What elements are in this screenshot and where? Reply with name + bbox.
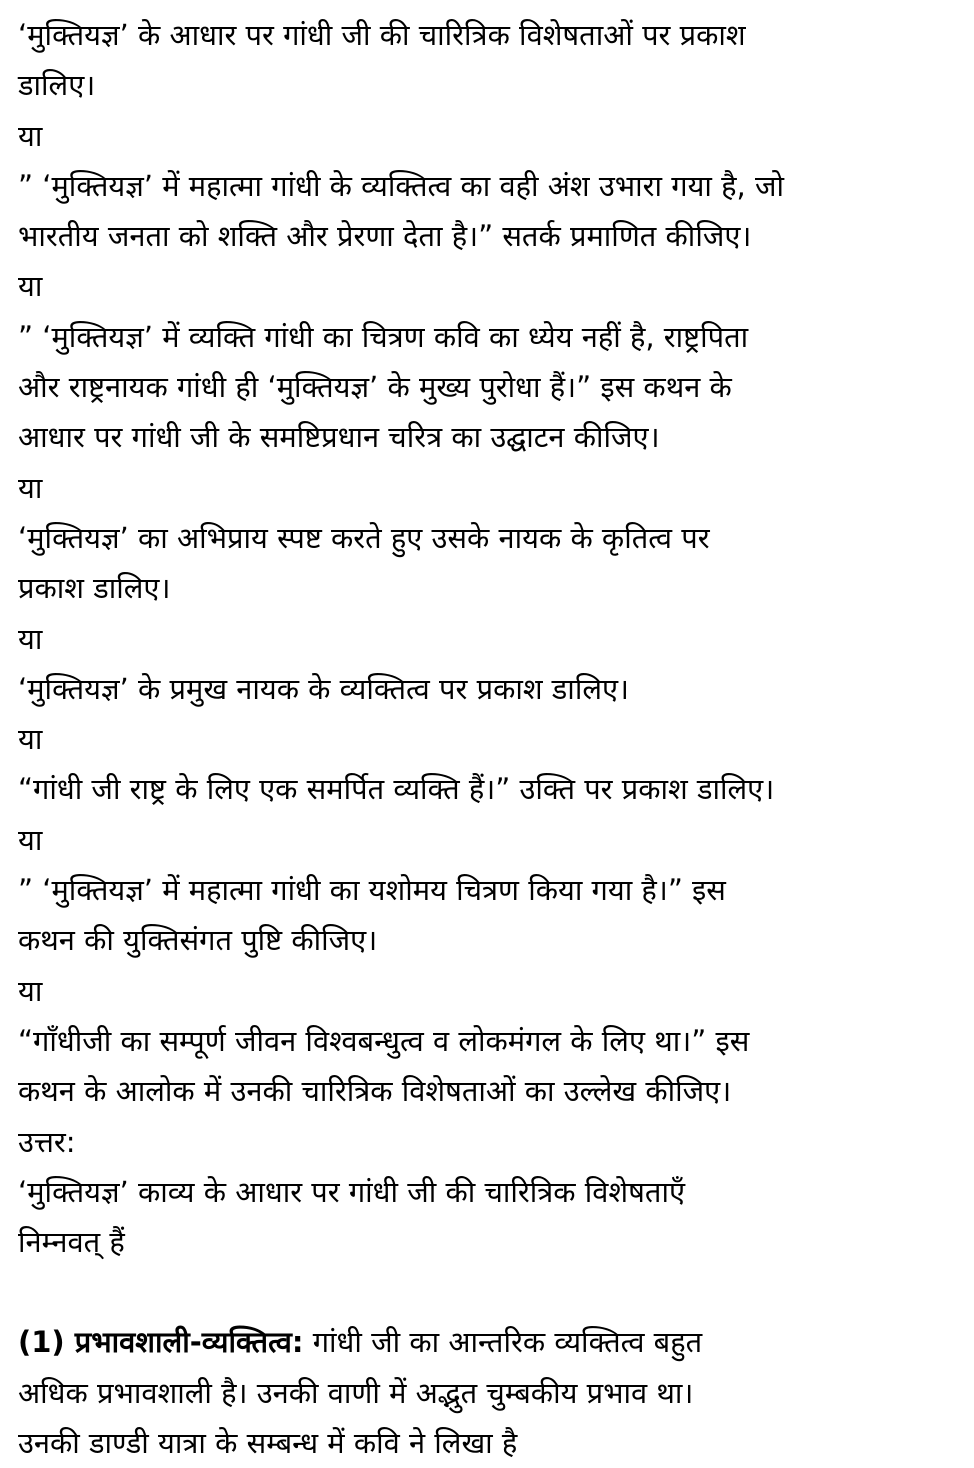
- question-3-line-1: ” ‘मुक्तियज्ञ’ में व्यक्ति गांधी का चित्रण कवि का ध्येय नहीं है, राष्ट्रपिता: [18, 319, 749, 354]
- answer-label: उत्तर:: [18, 1124, 76, 1159]
- point-1-line-3: उनकी डाण्डी यात्रा के सम्बन्ध में कवि ने लिखा है: [18, 1426, 518, 1461]
- question-1-line-2: डालिए।: [18, 68, 96, 103]
- question-1-line-1: ‘मुक्तियज्ञ’ के आधार पर गांधी जी की चारित्रिक विशेषताओं पर प्रकाश: [18, 18, 746, 52]
- point-1-heading: (1) प्रभावशाली-व्यक्तित्व:: [18, 1325, 304, 1360]
- question-8-line-1: “गाँधीजी का सम्पूर्ण जीवन विश्वबन्धुत्व व लोकमंगल के लिए था।” इस: [18, 1023, 750, 1058]
- separator-2: या: [18, 269, 43, 304]
- answer-intro-line-2: निम्नवत् हैं: [18, 1225, 125, 1260]
- separator-1: या: [18, 118, 43, 153]
- question-3-line-3: आधार पर गांधी जी के समष्टिप्रधान चरित्र का उद्घाटन कीजिए।: [18, 420, 660, 455]
- question-3-line-2: और राष्ट्रनायक गांधी ही ‘मुक्तियज्ञ’ के मुख्य पुरोधा हैं।” इस कथन के: [18, 370, 732, 405]
- point-1-line-2: अधिक प्रभावशाली है। उनकी वाणी में अद्भुत चुम्बकीय प्रभाव था।: [18, 1375, 694, 1410]
- separator-6: या: [18, 822, 43, 857]
- question-4-line-1: ‘मुक्तियज्ञ’ का अभिप्राय स्पष्ट करते हुए उसके नायक के कृतित्व पर: [18, 520, 710, 555]
- paragraph-gap: [18, 1267, 956, 1317]
- question-5-line-1: ‘मुक्तियज्ञ’ के प्रमुख नायक के व्यक्तित्व पर प्रकाश डालिए।: [18, 671, 630, 706]
- answer-intro-line-1: ‘मुक्तियज्ञ’ काव्य के आधार पर गांधी जी की चारित्रिक विशेषताएँ: [18, 1174, 685, 1209]
- separator-4: या: [18, 621, 43, 656]
- separator-3: या: [18, 470, 43, 505]
- question-8-line-2: कथन के आलोक में उनकी चारित्रिक विशेषताओं का उल्लेख कीजिए।: [18, 1074, 732, 1109]
- question-4-line-2: प्रकाश डालिए।: [18, 571, 171, 606]
- question-7-line-1: ” ‘मुक्तियज्ञ’ में महात्मा गांधी का यशोमय चित्रण किया गया है।” इस: [18, 873, 726, 908]
- point-1-line-1: [18, 1317, 956, 1367]
- separator-5: या: [18, 722, 43, 757]
- question-6-line-1: “गांधी जी राष्ट्र के लिए एक समर्पित व्यक्ति हैं।” उक्ति पर प्रकाश डालिए।: [18, 772, 775, 807]
- question-2-line-1: ” ‘मुक्तियज्ञ’ में महात्मा गांधी के व्यक्तित्व का वही अंश उभारा गया है, जो: [18, 168, 784, 203]
- question-7-line-2: कथन की युक्तिसंगत पुष्टि कीजिए।: [18, 923, 378, 958]
- question-2-line-2: भारतीय जनता को शक्ति और प्रेरणा देता है।” सतर्क प्रमाणित कीजिए।: [18, 219, 752, 254]
- separator-7: या: [18, 973, 43, 1008]
- point-1-first-line-text: गांधी जी का आन्तरिक व्यक्तित्व बहुत: [303, 1325, 703, 1360]
